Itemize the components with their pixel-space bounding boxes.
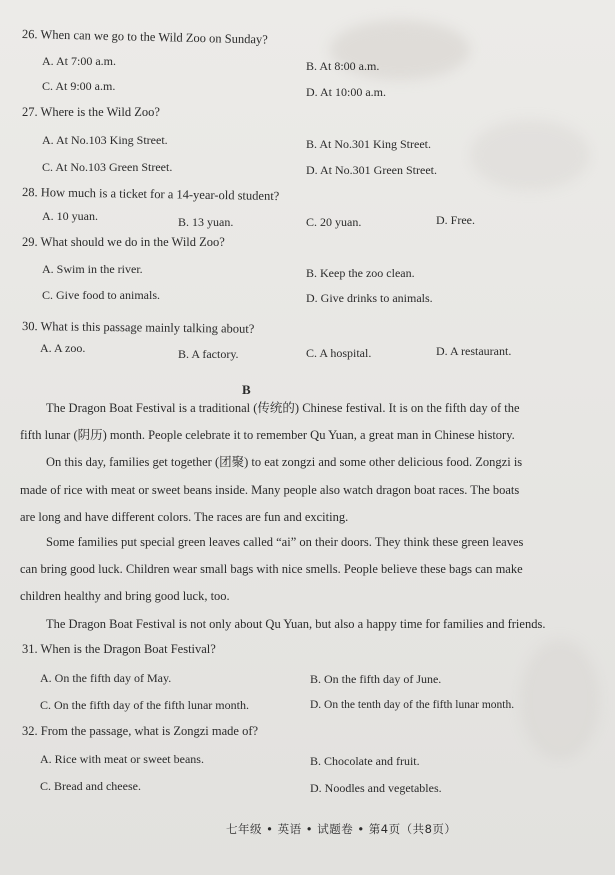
question-stem: 32. From the passage, what is Zongzi made of? [22,724,259,738]
option-c: C. On the fifth day of the fifth lunar month. [40,698,249,712]
passage-line: Some families put special green leaves called “ai” on their doors. They think these green leaves [46,535,524,549]
question-stem: 30. What is this passage mainly talking about? [21,319,255,336]
option-b: B. Keep the zoo clean. [306,266,415,280]
option-b: B. Chocolate and fruit. [310,754,420,768]
option-b: B. 13 yuan. [178,215,234,229]
option-b: B. On the fifth day of June. [310,672,442,686]
option-c: C. A hospital. [306,346,372,360]
option-d: D. Give drinks to animals. [306,291,433,305]
option-c: C. 20 yuan. [306,215,362,229]
option-c: C. Bread and cheese. [40,779,141,793]
passage-line: The Dragon Boat Festival is not only about Qu Yuan, but also a happy time for families and friends. [46,617,546,631]
option-a: A. At 7:00 a.m. [42,54,116,68]
option-d: D. A restaurant. [436,344,512,358]
passage-line: made of rice with meat or sweet beans inside. Many people also watch dragon boat races. The boats [20,483,520,497]
option-d: D. At No.301 Green Street. [306,163,437,177]
question-stem: 29. What should we do in the Wild Zoo? [22,235,225,249]
question-stem: 27. Where is the Wild Zoo? [22,105,160,119]
question-stem: 31. When is the Dragon Boat Festival? [22,642,216,656]
option-b: B. At No.301 King Street. [306,137,431,151]
passage-line: On this day, families get together (团聚) to eat zongzi and some other delicious food. Zongzi is [46,455,523,469]
passage-line: can bring good luck. Children wear small bags with nice smells. People believe these bags can make [20,562,523,576]
option-c: C. At No.103 Green Street. [42,160,173,174]
page-footer: 七年级 • 英语 • 试题卷 • 第4页（共8页） [226,822,457,836]
passage-line: are long and have different colors. The races are fun and exciting. [20,510,349,524]
bleed-through-mark [520,640,600,760]
passage-line: fifth lunar (阴历) month. People celebrate it to remember Qu Yuan, a great man in Chinese history. [20,428,515,442]
option-b: B. At 8:00 a.m. [306,59,380,73]
bleed-through-mark [470,120,590,190]
option-d: D. At 10:00 a.m. [306,85,386,99]
section-heading: B [242,382,251,397]
question-stem: 28. How much is a ticket for a 14-year-old student? [21,185,280,204]
option-a: A. Swim in the river. [42,262,143,276]
passage-line: children healthy and bring good luck, too. [20,589,230,603]
option-d: D. On the tenth day of the fifth lunar month. [310,699,515,711]
option-d: D. Noodles and vegetables. [310,781,442,795]
option-a: A. At No.103 King Street. [42,133,168,147]
option-a: A. A zoo. [40,341,86,355]
option-c: C. At 9:00 a.m. [42,79,116,93]
passage-line: The Dragon Boat Festival is a traditional (传统的) Chinese festival. It is on the fifth day of the [46,401,520,415]
option-a: A. Rice with meat or sweet beans. [40,752,204,766]
option-c: C. Give food to animals. [42,288,160,302]
option-a: A. On the fifth day of May. [40,671,172,685]
question-stem: 26. When can we go to the Wild Zoo on Sunday? [21,27,268,47]
option-d: D. Free. [436,213,475,227]
option-b: B. A factory. [178,347,239,361]
option-a: A. 10 yuan. [42,209,98,223]
